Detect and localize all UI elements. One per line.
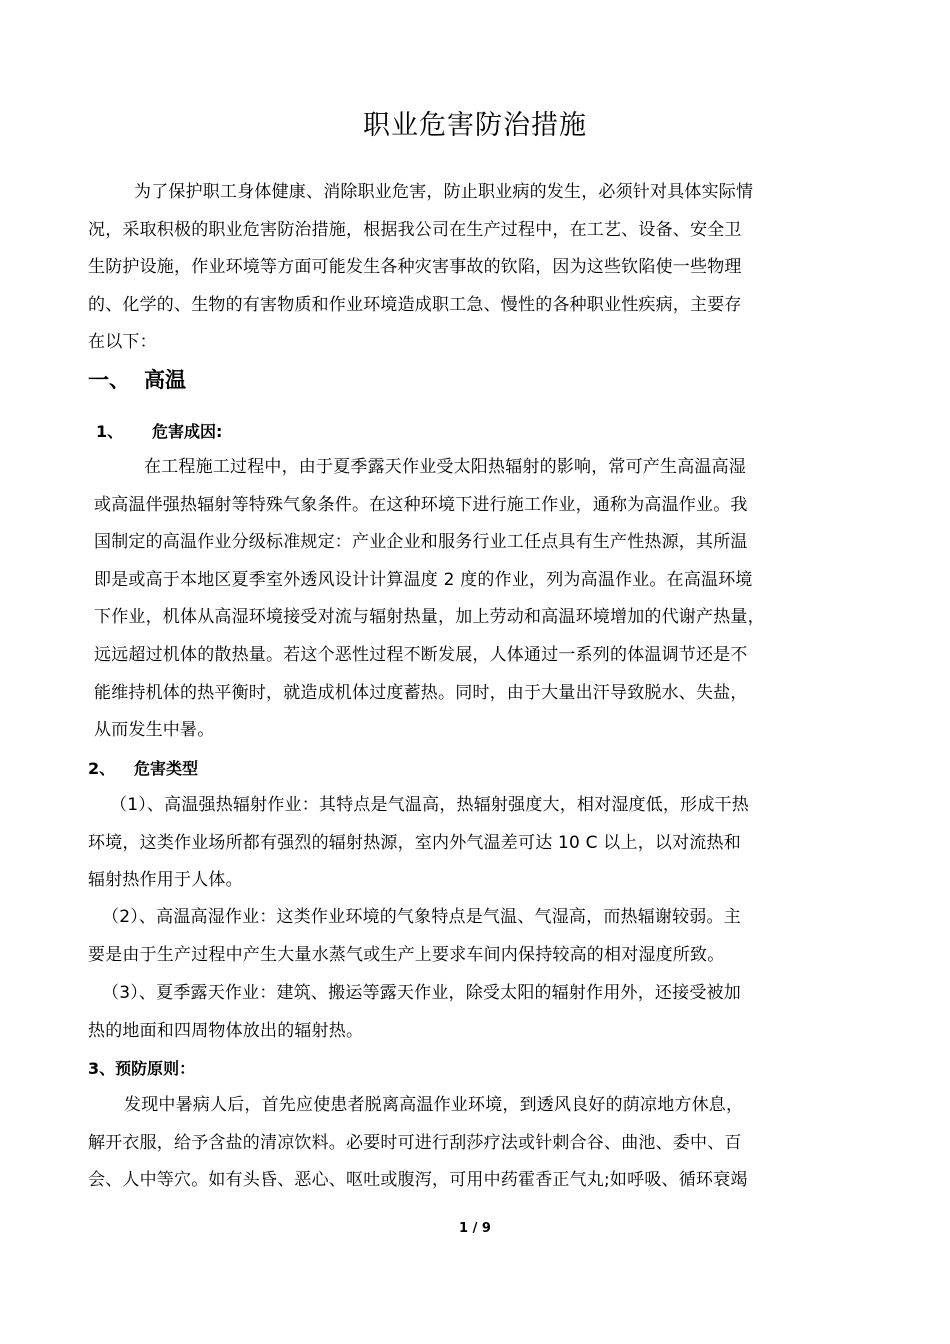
cause-line: 或高温伴强热辐射等特殊气象条件。在这种环境下进行施工作业，通称为高温作业。我	[94, 494, 748, 515]
cause-line: 下作业，机体从高湿环境接受对流与辐射热量，加上劳动和高温环境增加的代谢产热量，	[94, 607, 765, 628]
subsection-heading-types	[88, 755, 198, 783]
type-item-line: 环境，这类作业场所都有强烈的辐射热源，室内外气温差可达 10 C 以上，以对流热和	[88, 832, 741, 853]
intro-line: 的、化学的、生物的有害物质和作业环境造成职工急、慢性的各种职业性疾病，主要存	[88, 294, 742, 315]
type-item-3	[88, 975, 741, 1050]
cause-line: 即是或高于本地区夏季室外透风设计计算温度 2 度的作业，列为高温作业。在高温环境	[94, 569, 753, 590]
intro-line: 为了保护职工身体健康、消除职业危害，防止职业病的发生，必须针对具体实际情	[134, 182, 754, 202]
cause-line: 国制定的高温作业分级标准规定：产业企业和服务行业工任点具有生产性热源，其所温	[94, 532, 748, 553]
subsection-heading-prevention	[88, 1055, 195, 1083]
type-item-line: （3）、夏季露天作业：建筑、搬运等露天作业，除受太阳的辐射作用外，还接受被加	[102, 983, 741, 1003]
intro-line: 在以下：	[88, 332, 157, 353]
section-heading-high-temperature	[88, 360, 186, 400]
type-item-2	[88, 899, 741, 974]
prevention-paragraph	[88, 1087, 748, 1200]
type-item-line: 辐射热作用于人体。	[88, 870, 243, 891]
page-number: 1 / 9	[459, 1221, 491, 1236]
intro-line: 生防护设施，作业环境等方面可能发生各种灾害事故的钦陷，因为这些钦陷使一些物理	[88, 257, 742, 278]
type-item-line: 要是由于生产过程中产生大量水蒸气或生产上要求车间内保持较高的相对湿度所致。	[88, 944, 725, 965]
prevention-line: 会、人中等穴。如有头昏、恶心、呕吐或腹泻，可用中药霍香正气丸;如呼吸、循环衰竭	[88, 1170, 748, 1191]
intro-paragraph	[88, 174, 753, 362]
subsection-title: 3、预防原则：	[88, 1059, 196, 1078]
subsection-title: 危害类型	[134, 759, 199, 778]
subsection-number: 2、	[88, 759, 116, 778]
cause-line: 在工程施工过程中，由于夏季露天作业受太阳热辐射的影响，常可产生高温高湿	[144, 457, 746, 477]
document-title: 职业危害防治措施	[363, 110, 587, 141]
cause-line: 从而发生中暑。	[94, 720, 215, 741]
type-item-line: 热的地面和四周物体放出的辐射热。	[88, 1020, 364, 1041]
cause-line: 远远超过机体的散热量。若这个恶性过程不断发展，人体通过一系列的体温调节还是不	[94, 644, 748, 665]
prevention-line: 发现中暑病人后，首先应使患者脱离高温作业环境，到透风良好的荫凉地方休息，	[124, 1095, 744, 1115]
type-item-line: （1）、高温强热辐射作业：其特点是气温高，热辐射强度大，相对湿度低，形成干热	[110, 795, 749, 815]
cause-paragraph	[94, 449, 765, 750]
type-item-1	[88, 787, 749, 900]
prevention-line: 解开衣服，给予含盐的清凉饮料。必要时可进行刮莎疗法或针刺合谷、曲池、委中、百	[88, 1132, 742, 1153]
cause-line: 能维持机体的热平衡时，就造成机体过度蓄热。同时，由于大量出汗导致脱水、失盐，	[94, 682, 748, 703]
intro-line: 况，采取积极的职业危害防治措施，根据我公司在生产过程中，在工艺、设备、安全卫	[88, 219, 742, 240]
subsection-heading-cause	[96, 418, 222, 446]
section-number: 一、	[88, 368, 130, 392]
subsection-title: 危害成因:	[152, 422, 223, 441]
section-title: 高温	[144, 368, 186, 392]
type-item-line: （2）、高温高湿作业：这类作业环境的气象特点是气温、气湿高，而热辐谢较弱。主	[102, 907, 741, 927]
subsection-number: 1、	[96, 422, 124, 441]
